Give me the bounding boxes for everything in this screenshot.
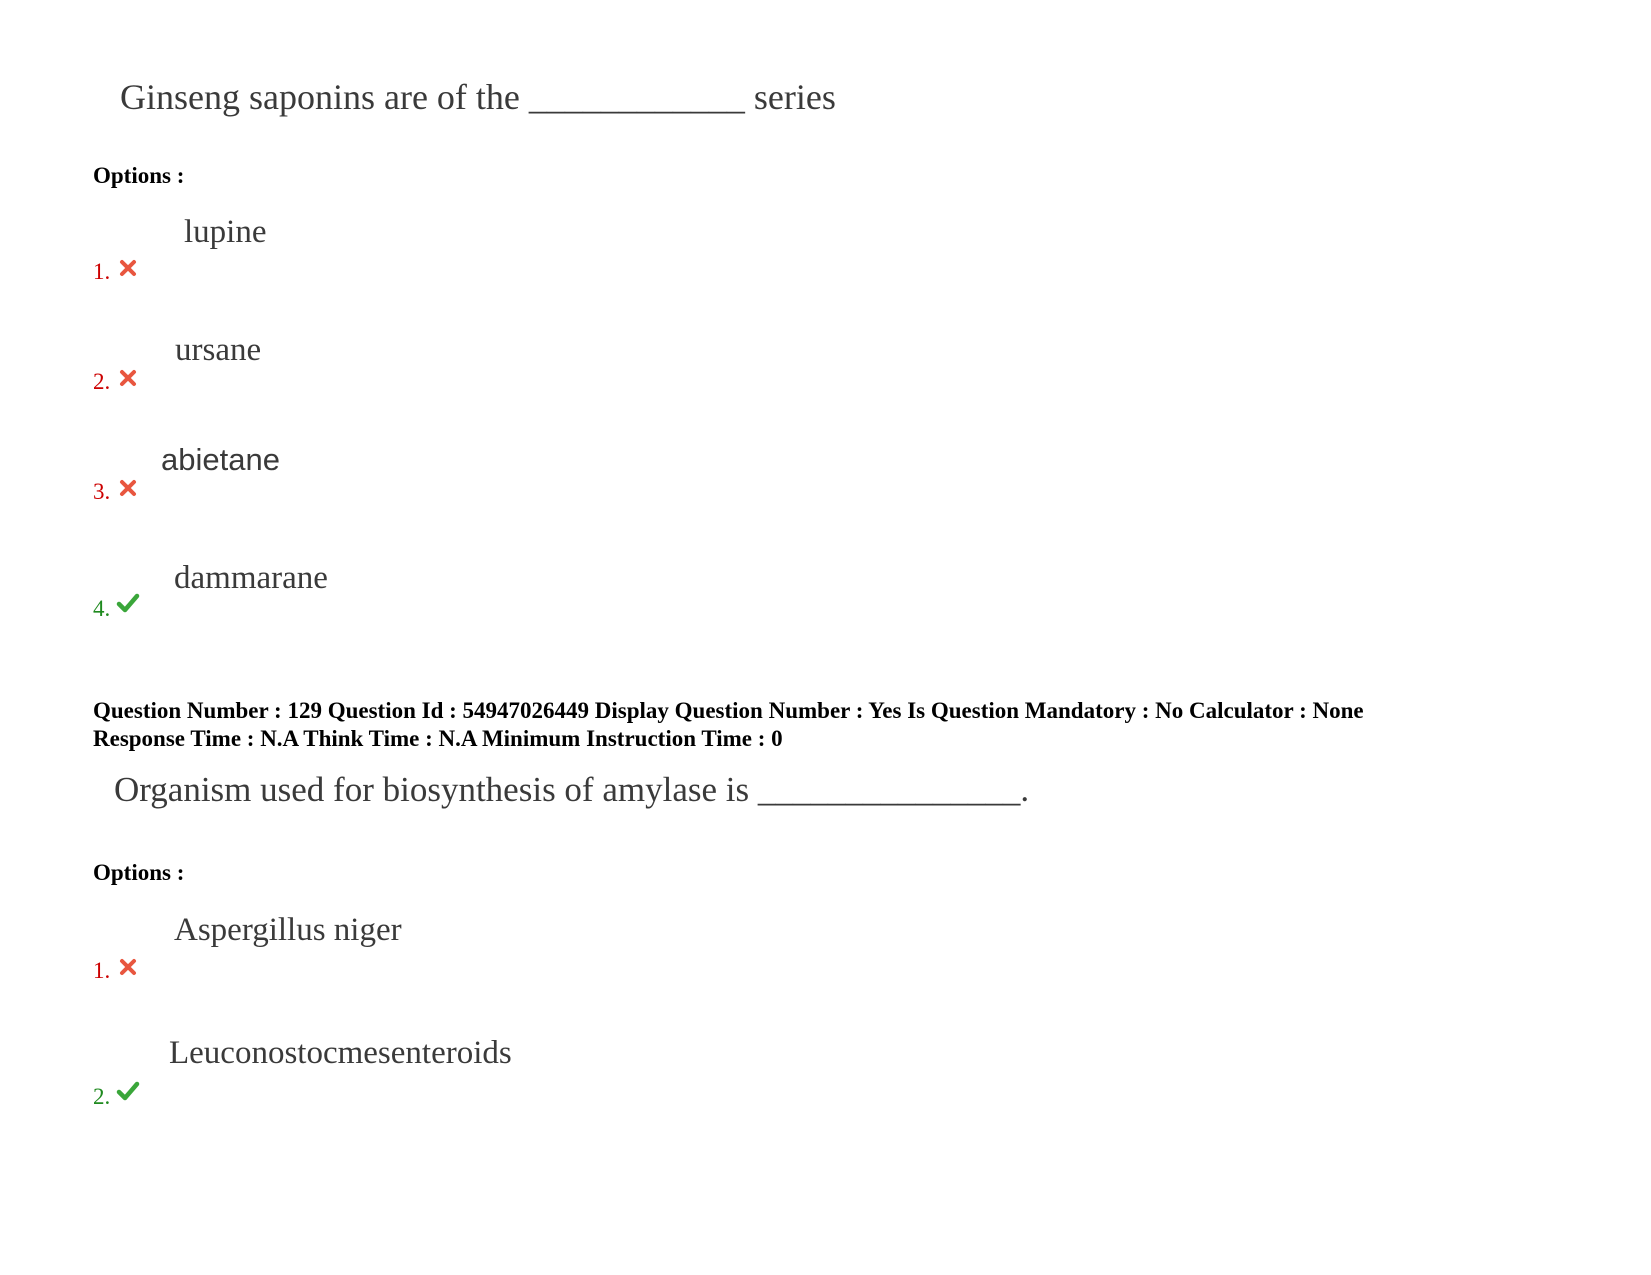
question-text-before: Ginseng saponins are of the — [120, 77, 520, 117]
cross-icon — [118, 957, 138, 977]
question-text-before: Organism used for biosynthesis of amylase is — [114, 770, 750, 809]
question-meta — [93, 697, 1513, 753]
option-text: abietane — [161, 442, 280, 477]
question-text-after: . — [1020, 770, 1030, 809]
question-meta-line-1: Question Number : 129 Question Id : 54947026449 Display Question Number : Yes Is Question Mandatory : No Calculator : None — [93, 698, 1364, 723]
question-text-after: series — [753, 77, 836, 117]
cross-icon — [118, 258, 138, 278]
option-number: 1. — [93, 958, 111, 983]
option-text: lupine — [184, 214, 267, 250]
option-number: 3. — [93, 479, 111, 504]
question-129-text — [114, 770, 1029, 810]
option-text: ursane — [175, 332, 262, 368]
option-number: 1. — [93, 259, 111, 284]
option-number: 2. — [93, 369, 111, 394]
option-number: 4. — [93, 596, 111, 621]
cross-icon — [118, 478, 138, 498]
question-128-text — [120, 76, 836, 118]
option-text: dammarane — [174, 560, 328, 596]
question-meta-line-2: Response Time : N.A Think Time : N.A Minimum Instruction Time : 0 — [93, 726, 783, 751]
options-heading: Options : — [93, 163, 185, 188]
option-text: Aspergillus niger — [174, 912, 402, 948]
cross-icon — [118, 368, 138, 388]
option-text: Leuconostocmesenteroids — [169, 1035, 512, 1071]
option-number: 2. — [93, 1084, 111, 1109]
question-blank: ____________ — [528, 77, 745, 117]
question-blank: _______________ — [757, 770, 1021, 809]
check-icon — [116, 592, 140, 614]
options-heading: Options : — [93, 860, 185, 885]
check-icon — [116, 1080, 140, 1102]
